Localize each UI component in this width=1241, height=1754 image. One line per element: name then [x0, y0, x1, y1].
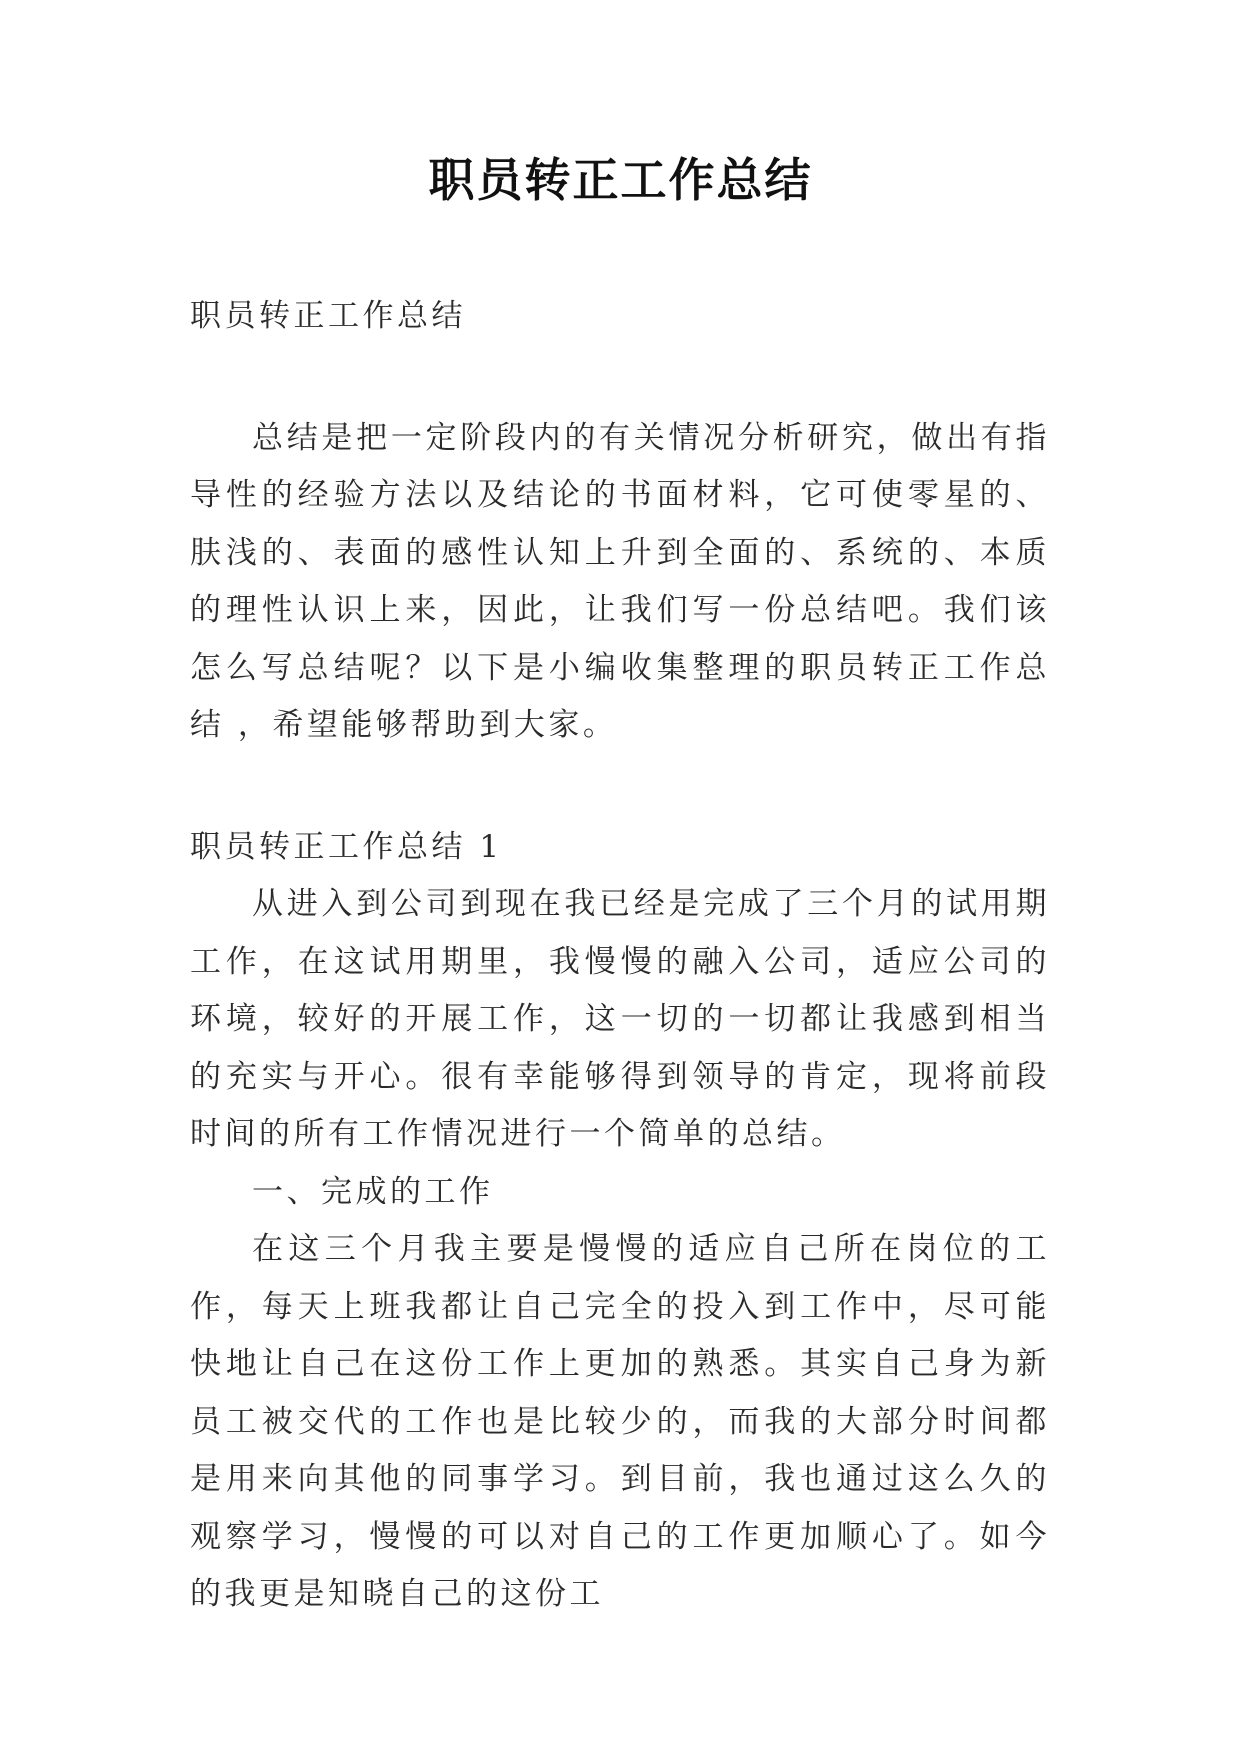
section-heading: 职员转正工作总结 1 [190, 828, 503, 865]
document-body [190, 288, 1050, 1624]
spacer [190, 346, 1050, 410]
document-title: 职员转正工作总结 [428, 153, 813, 207]
intro-paragraph: 总结是把一定阶段内的有关情况分析研究，做出有指导性的经验方法以及结论的书面材料，它可使零星的、肤浅的、表面的感性认知上升到全面的、系统的、本质的理性认识上来，因此，让我们写一份总结吧。我们该怎么写总结呢？以下是小编收集整理的职员转正工作总结 ，希望能够帮助到大家。 [190, 419, 1050, 743]
body-paragraph: 在这三个月我主要是慢慢的适应自己所在岗位的工作，每天上班我都让自己完全的投入到工作中，尽可能快地让自己在这份工作上更加的熟悉。其实自己身为新员工被交代的工作也是比较少的，而我的大部分时间都是用来向其他的同事学习。到目前，我也通过这么久的观察学习，慢慢的可以对自己的工作更加顺心了。如今的我更是知晓自己的这份工 [190, 1231, 1050, 1612]
document-subtitle: 职员转正工作总结 [190, 298, 466, 334]
sub-heading: 一、完成的工作 [252, 1173, 494, 1210]
spacer [190, 755, 1050, 819]
body-paragraph: 从进入到公司到现在我已经是完成了三个月的试用期工作，在这试用期里，我慢慢的融入公司，适应公司的环境，较好的开展工作，这一切的一切都让我感到相当的充实与开心。很有幸能够得到领导的肯定，现将前段时间的所有工作情况进行一个简单的总结。 [190, 886, 1050, 1152]
